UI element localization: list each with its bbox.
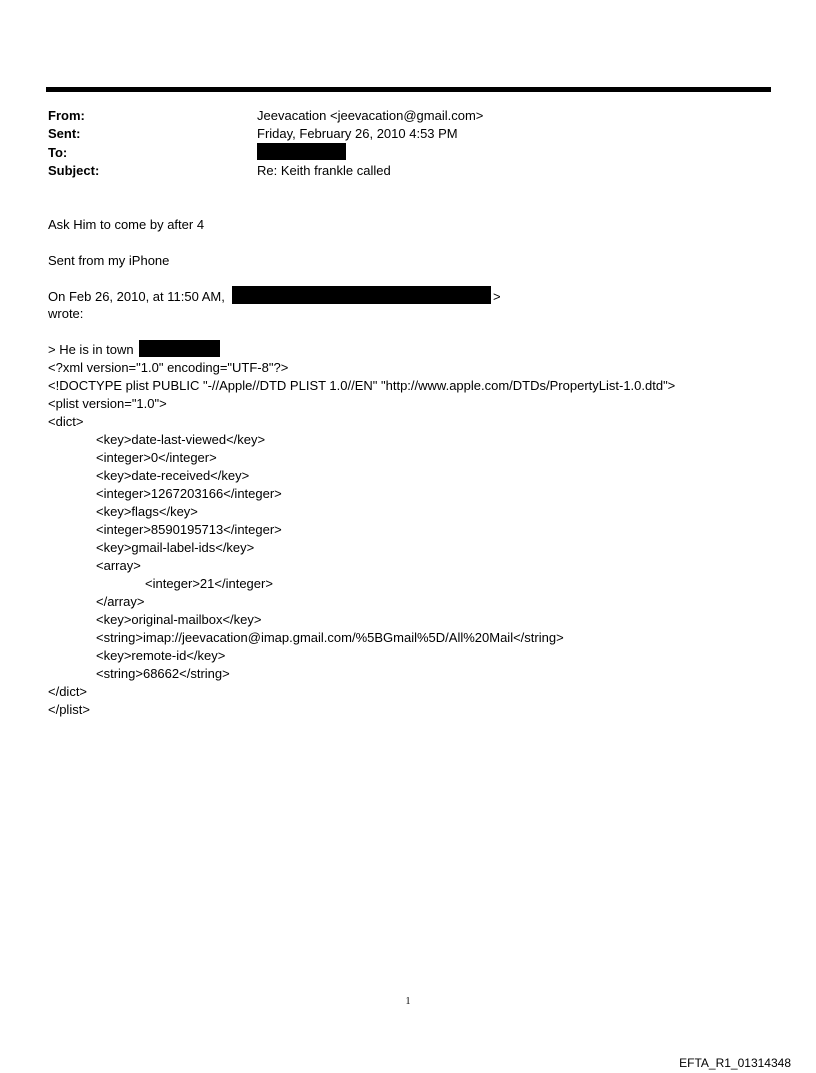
plist-line: <integer>1267203166</integer> bbox=[96, 486, 282, 501]
sent-value: Friday, February 26, 2010 4:53 PM bbox=[257, 126, 458, 141]
quoted-text: > He is in town bbox=[48, 342, 134, 357]
plist-line: <integer>8590195713</integer> bbox=[96, 522, 282, 537]
sender-redaction bbox=[232, 286, 491, 304]
quote-intro-end: > bbox=[493, 289, 501, 304]
plist-line: <string>imap://jeevacation@imap.gmail.com/%5BGmail%5D/All%20Mail</string> bbox=[96, 630, 564, 645]
plist-line: <plist version="1.0"> bbox=[48, 396, 167, 411]
plist-line: <integer>0</integer> bbox=[96, 450, 217, 465]
subject-value: Re: Keith frankle called bbox=[257, 163, 391, 178]
plist-line: <dict> bbox=[48, 414, 84, 429]
quoted-redaction bbox=[139, 340, 220, 357]
to-label: To: bbox=[48, 145, 68, 160]
plist-line: <!DOCTYPE plist PUBLIC "-//Apple//DTD PLIST 1.0//EN" "http://www.apple.com/DTDs/PropertyList-1.0.dtd"> bbox=[48, 378, 676, 393]
plist-line: <key>original-mailbox</key> bbox=[96, 612, 262, 627]
plist-line: <key>date-received</key> bbox=[96, 468, 250, 483]
header-divider bbox=[46, 87, 771, 92]
plist-line: <key>date-last-viewed</key> bbox=[96, 432, 266, 447]
plist-line: </plist> bbox=[48, 702, 90, 717]
plist-line: <key>remote-id</key> bbox=[96, 648, 226, 663]
plist-line: <?xml version="1.0" encoding="UTF-8"?> bbox=[48, 360, 289, 375]
from-label: From: bbox=[48, 108, 85, 123]
quote-intro: On Feb 26, 2010, at 11:50 AM, bbox=[48, 289, 225, 304]
sent-label: Sent: bbox=[48, 126, 81, 141]
plist-line: </array> bbox=[96, 594, 145, 609]
plist-line: <integer>21</integer> bbox=[145, 576, 273, 591]
subject-label: Subject: bbox=[48, 163, 100, 178]
body-signature: Sent from my iPhone bbox=[48, 253, 170, 268]
page-number: 1 bbox=[405, 996, 411, 1007]
plist-line: <key>flags</key> bbox=[96, 504, 198, 519]
plist-line: <string>68662</string> bbox=[96, 666, 230, 681]
body-message: Ask Him to come by after 4 bbox=[48, 217, 205, 232]
plist-line: </dict> bbox=[48, 684, 88, 699]
to-redaction bbox=[257, 143, 346, 160]
quote-wrote: wrote: bbox=[48, 306, 84, 321]
bates-number: EFTA_R1_01314348 bbox=[679, 1056, 791, 1070]
plist-line: <key>gmail-label-ids</key> bbox=[96, 540, 255, 555]
plist-line: <array> bbox=[96, 558, 141, 573]
from-value: Jeevacation <jeevacation@gmail.com> bbox=[257, 108, 484, 123]
